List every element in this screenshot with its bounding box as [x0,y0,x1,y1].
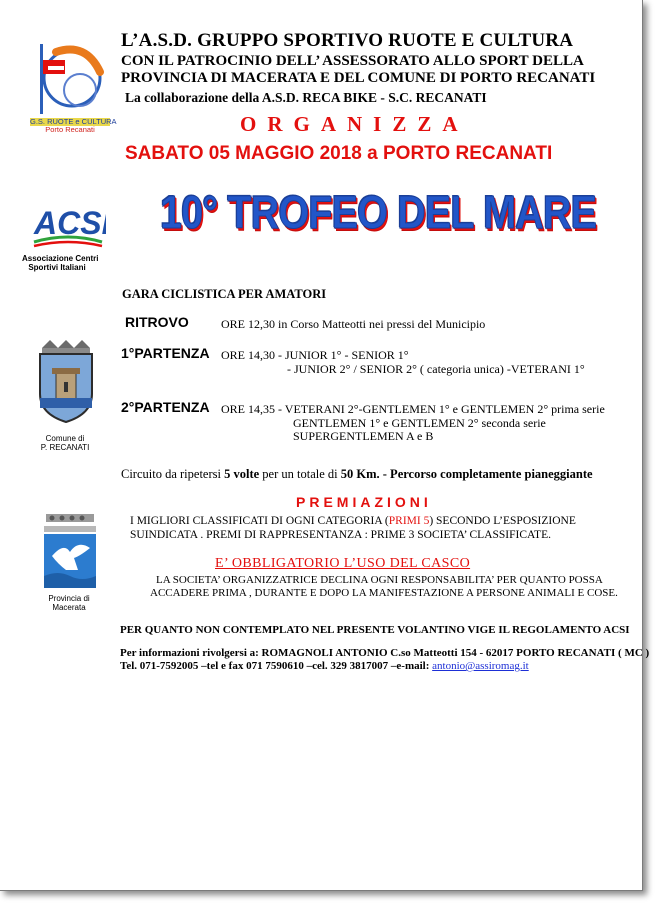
acsi-logo-text: ACSI [34,205,106,241]
contact-phones: Tel. 071-7592005 –tel e fax 071 7590610 –cel. 329 3817007 –e-mail: [120,660,433,672]
comune-caption [30,434,100,452]
partenza1-line1: ORE 14,30 - JUNIOR 1° - SENIOR 1° [221,348,409,362]
provincia-caption-line2: Macerata [52,603,86,612]
contact-email-link[interactable]: antonio@assiromag.it [432,660,529,672]
header-line-3: PROVINCIA DI MACERATA E DEL COMUNE DI PORTO RECANATI [121,70,596,86]
partenza2-line2: GENTLEMEN 1° e GENTLEMEN 2° seconda serie [293,416,546,430]
partenza2-line3: SUPERGENTLEMEN A e B [293,429,434,443]
disclaimer-line-1: LA SOCIETA’ ORGANIZZATRICE DECLINA OGNI RESPONSABILITA’ PER QUANTO POSSA [156,574,603,586]
circuit-info [121,467,593,482]
contact-line-1 [120,647,649,659]
acsi-caption [22,254,99,272]
comune-crest [34,338,104,458]
partenza1-label: 1°PARTENZA [121,345,210,361]
partenza1-line2: - JUNIOR 2° / SENIOR 2° ( categoria unica) -VETERANI 1° [287,362,585,376]
awards-line-1 [130,515,576,527]
acsi-caption-line1: Associazione Centri [22,254,99,263]
awards-line-2: SUINDICATA . PREMI DI RAPPRESENTANZA : PRIME 3 SOCIETA’ CLASSIFICATE. [130,529,551,541]
header-line-2: CON IL PATROCINIO DELL’ ASSESSORATO ALLO SPORT DELLA [121,53,584,69]
contact-name-address: ROMAGNOLI ANTONIO C.so Matteotti 154 - 62017 PORTO RECANATI ( MC ) [261,647,650,659]
header-line-4: La collaborazione della A.S.D. RECA BIKE - S.C. RECANATI [125,90,487,105]
gs-caption-line2: Porto Recanati [45,125,95,134]
circuit-laps: 5 volte [224,467,260,481]
acsi-caption-line2: Sportivi Italiani [28,263,86,272]
provincia-caption [34,594,104,612]
ritrovo-text: ORE 12,30 in Corso Matteotti nei pressi del Municipio [221,317,486,331]
disclaimer-line-2: ACCADERE PRIMA , DURANTE E DOPO LA MANIFESTAZIONE A PERSONE ANIMALI E COSE. [150,587,618,599]
contact-prefix: Per informazioni rivolgersi a: [120,647,262,659]
acsi-logo-icon [28,198,106,254]
gs-caption-line1: G.S. RUOTE e CULTURA [30,117,117,126]
acsi-logo [22,198,108,278]
comune-caption-line2: P. RECANATI [40,443,90,452]
race-type: GARA CICLISTICA PER AMATORI [122,287,327,301]
awards-top5: PRIMI 5 [388,515,430,527]
gs-ruote-cultura-logo [30,38,117,134]
gs-logo-icon [34,38,106,120]
circuit-distance: 50 Km. [340,467,380,481]
provincia-crest-icon [38,512,102,592]
circuit-text-c: per un totale di [259,467,341,481]
organizza-heading: ORGANIZZA [240,112,469,136]
event-title: 10° TROFEO DEL MARE [160,186,597,238]
comune-caption-line1: Comune di [45,434,85,443]
provincia-crest [38,512,108,622]
partenza2-label: 2°PARTENZA [121,399,210,415]
helmet-mandatory-notice: E’ OBBLIGATORIO L’USO DEL CASCO [215,556,471,571]
ritrovo-label: RITROVO [125,314,189,330]
contact-line-2 [120,660,529,672]
awards-line-1a: I MIGLIORI CLASSIFICATI DI OGNI CATEGORIA ( [130,515,389,527]
regulation-note: PER QUANTO NON CONTEMPLATO NEL PRESENTE VOLANTINO VIGE IL REGOLAMENTO ACSI [120,624,630,636]
circuit-text-a: Circuito da ripetersi [121,467,225,481]
gs-logo-caption [30,117,117,134]
partenza2-line1: ORE 14,35 - VETERANI 2°-GENTLEMEN 1° e GENTLEMEN 2° prima serie [221,402,605,416]
provincia-caption-line1: Provincia di [48,594,90,603]
header-line-1: L’A.S.D. GRUPPO SPORTIVO RUOTE E CULTURA [121,30,574,51]
comune-crest-icon [34,338,98,426]
premiazioni-heading: PREMIAZIONI [296,494,432,510]
circuit-text-e: - Percorso completamente pianeggiante [379,467,593,481]
awards-line-1c: ) SECONDO L’ESPOSIZIONE [429,515,576,527]
event-date: SABATO 05 MAGGIO 2018 a PORTO RECANATI [125,143,553,164]
